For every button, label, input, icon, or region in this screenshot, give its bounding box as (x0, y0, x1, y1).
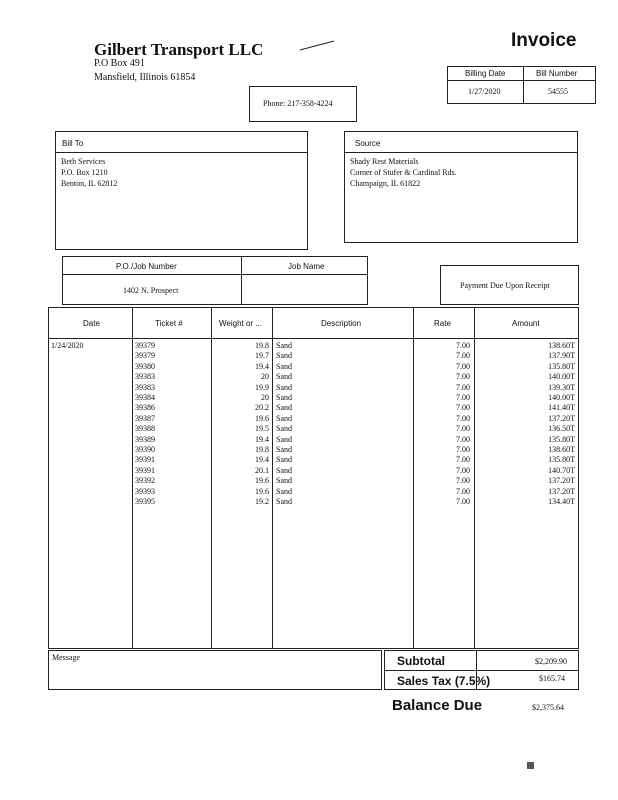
cell-rate: 7.00 (456, 351, 470, 361)
bill-to-line1: Beth Services (61, 157, 106, 166)
cell-rate: 7.00 (456, 413, 470, 423)
cell-description: Sand (276, 476, 292, 486)
source-line1: Shady Rest Materials (350, 157, 419, 166)
cell-weight: 19.7 (255, 351, 269, 361)
company-address-line1: P.O Box 491 (94, 58, 145, 69)
cell-description: Sand (276, 403, 292, 413)
bill-to-box (55, 131, 308, 250)
cell-amount: 140.00T (548, 393, 575, 402)
payment-terms-box (440, 265, 579, 305)
table-row (49, 341, 578, 351)
cell-rate: 7.00 (456, 393, 470, 402)
balance-due-value: $2,375.64 (532, 703, 564, 712)
subtotal-value: $2,209.90 (535, 657, 567, 666)
cell-rate: 7.00 (456, 465, 470, 475)
cell-weight: 19.2 (255, 497, 269, 506)
cell-description: Sand (276, 434, 292, 444)
company-address-line2: Mansfield, Illinois 61854 (94, 72, 196, 83)
scan-mark (527, 762, 534, 769)
cell-ticket: 39383 (135, 372, 155, 382)
bill-number-label: Bill Number (536, 69, 578, 78)
cell-ticket: 39395 (135, 497, 155, 506)
bill-to-line3: Benton, IL 62812 (61, 179, 118, 188)
cell-amount: 140.70T (548, 465, 575, 475)
source-line2: Corner of Stufer & Cardinal Rds. (350, 168, 457, 177)
payment-terms: Payment Due Upon Receipt (460, 281, 550, 290)
cell-weight: 19.6 (255, 413, 269, 423)
cell-amount: 134.40T (548, 497, 575, 506)
cell-description: Sand (276, 497, 292, 506)
cell-description: Sand (276, 372, 292, 382)
cell-weight: 19.9 (255, 382, 269, 392)
po-job-number-value: 1402 N. Prospect (123, 286, 179, 295)
sales-tax-value: $165.74 (539, 674, 565, 683)
cell-ticket: 39388 (135, 424, 155, 434)
cell-ticket: 39379 (135, 341, 155, 350)
cell-ticket: 39393 (135, 486, 155, 496)
cell-description: Sand (276, 382, 292, 392)
source-line3: Champaign, IL 61822 (350, 179, 421, 188)
cell-rate: 7.00 (456, 424, 470, 434)
table-row (49, 414, 578, 424)
cell-description: Sand (276, 393, 292, 402)
cell-amount: 137.20T (548, 413, 575, 423)
cell-amount: 140.00T (548, 372, 575, 382)
col-header-ticket: Ticket # (155, 319, 183, 328)
cell-description: Sand (276, 486, 292, 496)
subtotal-label: Subtotal (397, 654, 445, 668)
message-box (48, 650, 382, 690)
cell-rate: 7.00 (456, 372, 470, 382)
table-row (49, 487, 578, 497)
cell-weight: 19.4 (255, 361, 269, 371)
cell-ticket: 39389 (135, 434, 155, 444)
cell-ticket: 39387 (135, 413, 155, 423)
signature-stroke (298, 38, 338, 52)
cell-rate: 7.00 (456, 476, 470, 486)
cell-rate: 7.00 (456, 455, 470, 465)
job-name-label: Job Name (288, 262, 325, 271)
bill-to-label: Bill To (62, 139, 84, 148)
cell-weight: 20 (261, 372, 269, 382)
cell-rate: 7.00 (456, 486, 470, 496)
cell-rate: 7.00 (456, 382, 470, 392)
cell-description: Sand (276, 424, 292, 434)
cell-rate: 7.00 (456, 497, 470, 506)
company-phone: Phone: 217-358-4224 (263, 99, 333, 108)
cell-description: Sand (276, 361, 292, 371)
table-row (49, 435, 578, 445)
col-header-rate: Rate (434, 319, 451, 328)
cell-ticket: 39390 (135, 445, 155, 454)
table-row (49, 372, 578, 382)
cell-ticket: 39386 (135, 403, 155, 413)
cell-amount: 137.90T (548, 351, 575, 361)
company-name: Gilbert Transport LLC (94, 40, 264, 59)
phone-box (249, 86, 357, 122)
items-table (48, 307, 579, 649)
cell-weight: 19.8 (255, 341, 269, 350)
cell-description: Sand (276, 445, 292, 454)
source-label: Source (355, 139, 381, 148)
table-row (49, 497, 578, 507)
cell-ticket: 39391 (135, 465, 155, 475)
bill-to-line2: P.O. Box 1210 (61, 168, 108, 177)
cell-weight: 19.8 (255, 445, 269, 454)
cell-weight: 19.4 (255, 455, 269, 465)
cell-amount: 136.50T (548, 424, 575, 434)
cell-rate: 7.00 (456, 445, 470, 454)
table-row (49, 393, 578, 403)
cell-amount: 141.40T (548, 403, 575, 413)
cell-amount: 138.60T (548, 445, 575, 454)
cell-ticket: 39379 (135, 351, 155, 361)
cell-rate: 7.00 (456, 361, 470, 371)
table-row (49, 476, 578, 486)
cell-weight: 20.2 (255, 403, 269, 413)
job-box (62, 256, 368, 305)
cell-rate: 7.00 (456, 403, 470, 413)
col-header-description: Description (321, 319, 362, 328)
cell-ticket: 39380 (135, 361, 155, 371)
source-box (344, 131, 578, 243)
cell-description: Sand (276, 465, 292, 475)
cell-amount: 135.80T (548, 455, 575, 465)
cell-weight: 19.6 (255, 486, 269, 496)
table-row (49, 466, 578, 476)
cell-ticket: 39391 (135, 455, 155, 465)
cell-ticket: 39383 (135, 382, 155, 392)
cell-ticket: 39392 (135, 476, 155, 486)
cell-description: Sand (276, 455, 292, 465)
table-row (49, 455, 578, 465)
cell-amount: 138.60T (548, 341, 575, 350)
po-job-number-label: P.O./Job Number (116, 262, 177, 271)
table-row (49, 383, 578, 393)
cell-rate: 7.00 (456, 434, 470, 444)
totals-box (384, 650, 579, 690)
invoice-title: Invoice (511, 30, 577, 51)
table-row (49, 403, 578, 413)
col-header-amount: Amount (512, 319, 540, 328)
cell-weight: 19.4 (255, 434, 269, 444)
table-row (49, 424, 578, 434)
cell-ticket: 39384 (135, 393, 155, 402)
bill-number-value: 54555 (548, 87, 568, 96)
cell-amount: 135.80T (548, 434, 575, 444)
billing-date-label: Billing Date (465, 69, 506, 78)
table-row (49, 362, 578, 372)
billing-date-value: 1/27/2020 (468, 87, 501, 96)
cell-weight: 19.6 (255, 476, 269, 486)
balance-due-label: Balance Due (392, 697, 483, 714)
cell-weight: 20.1 (255, 465, 269, 475)
table-row (49, 445, 578, 455)
cell-description: Sand (276, 351, 292, 361)
message-label: Message (52, 653, 80, 662)
billing-box (447, 66, 596, 104)
col-header-weight: Weight or ... (219, 319, 262, 328)
cell-amount: 137.20T (548, 486, 575, 496)
cell-weight: 19.5 (255, 424, 269, 434)
cell-rate: 7.00 (456, 341, 470, 350)
table-row (49, 351, 578, 361)
cell-amount: 139.30T (548, 382, 575, 392)
cell-description: Sand (276, 341, 292, 350)
first-date: 1/24/2020 (51, 341, 84, 350)
cell-weight: 20 (261, 393, 269, 402)
cell-description: Sand (276, 413, 292, 423)
sales-tax-label: Sales Tax (7.5%) (397, 674, 491, 688)
cell-amount: 137.20T (548, 476, 575, 486)
cell-amount: 135.80T (548, 361, 575, 371)
col-header-date: Date (83, 319, 100, 328)
